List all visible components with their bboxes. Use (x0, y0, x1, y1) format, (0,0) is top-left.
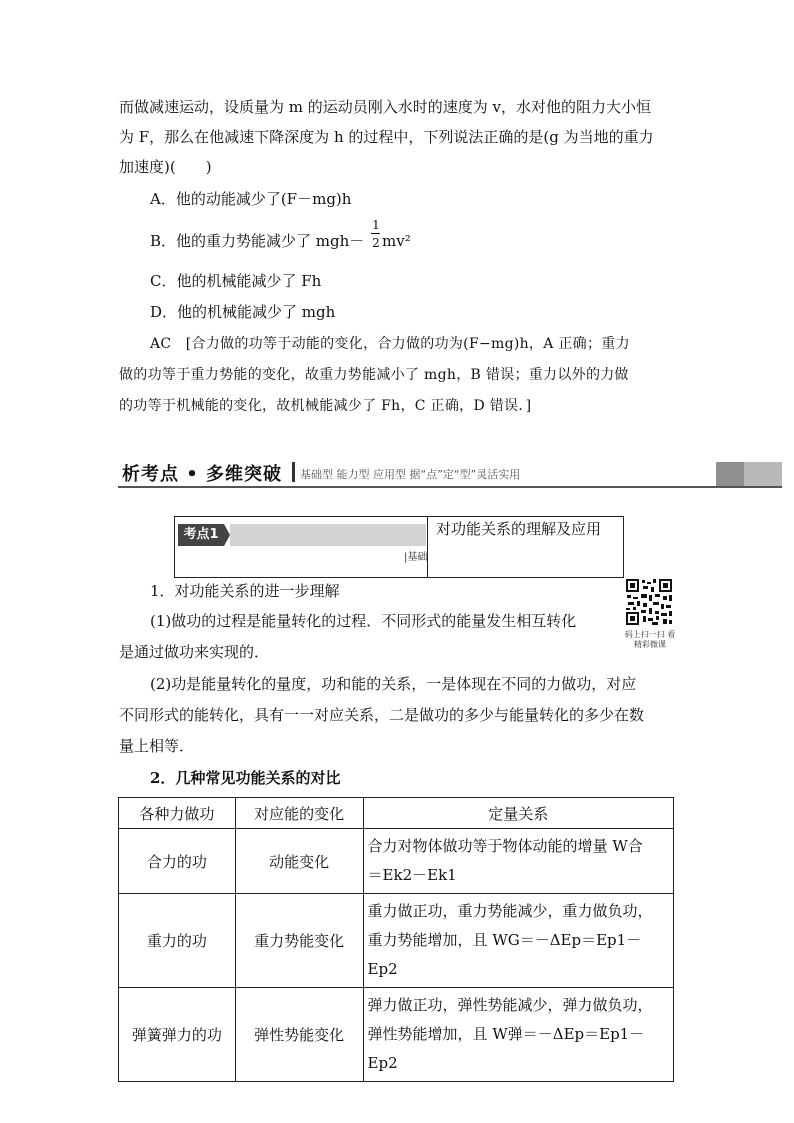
question-line-2: 为 F，那么在他减速下降深度为 h 的过程中，下列说法正确的是(g 为当地的重力 (119, 128, 654, 146)
table-cell-energy: 动能变化 (235, 829, 363, 894)
table-row (119, 988, 674, 1082)
table-row (119, 894, 674, 988)
option-d: D．他的机械能减少了 mgh (150, 303, 336, 321)
relation-line-1: 弹力做正功，弹性势能减少，弹力做负功， (367, 996, 653, 1014)
kaodian-label-arrow (224, 524, 230, 546)
qr-caption: 码上扫一扫 看精彩微课 (624, 630, 676, 649)
answer-line-2: 做的功等于重力势能的变化，故重力势能减小了 mgh，B 错误；重力以外的力做 (119, 367, 629, 383)
body-para-1-line-1: (1)做功的过程是能量转化的过程．不同形式的能量发生相互转化 (150, 612, 577, 630)
table-cell-force: 合力的功 (119, 829, 236, 894)
table-cell-relation (363, 988, 673, 1082)
option-b-fraction-bar (371, 233, 380, 234)
option-b-fraction-denominator: 2 (372, 236, 380, 250)
qr-code-icon[interactable] (625, 578, 673, 626)
section-subtitle: 基础型 能力型 应用型 据“点”定“型”灵活实用 (300, 468, 521, 481)
answer-line-1: AC [合力做的功等于动能的变化，合力做的功为(F−mg)h，A 正确；重力 (150, 336, 630, 352)
kaodian-title: 对功能关系的理解及应用 (436, 520, 602, 538)
relation-line-2: 重力势能增加，且 WG＝－ΔEp＝Ep1－Ep2 (367, 931, 642, 978)
table-header-cell: 定量关系 (363, 798, 673, 829)
section-decor-block-light (744, 462, 782, 486)
body-para-1-line-2: 是通过做功来实现的． (119, 643, 270, 661)
question-line-3: 加速度)( ) (119, 158, 212, 176)
table-header-cell: 对应能的变化 (235, 798, 363, 829)
section-divider-bar (292, 462, 295, 482)
option-b-suffix: mv² (382, 232, 411, 250)
answer-line-3: 的功等于机械能的变化，故机械能减少了 Fh，C 正确，D 错误．] (119, 398, 532, 414)
table-header-cell: 各种力做功 (119, 798, 236, 829)
table-cell-force: 弹簧弹力的功 (119, 988, 236, 1082)
table-header-row (119, 798, 674, 829)
option-b-prefix: B．他的重力势能减少了 mgh－ (150, 232, 365, 250)
option-a: A．他的动能减少了(F－mg)h (150, 190, 352, 208)
table-row (119, 829, 674, 894)
kaodian-label: 考点1 (178, 524, 224, 546)
function-energy-table (118, 797, 674, 1082)
body-heading-1: 1．对功能关系的进一步理解 (150, 582, 340, 600)
table-cell-relation (363, 894, 673, 988)
question-line-1: 而做减速运动，设质量为 m 的运动员刚入水时的速度为 v，水对他的阻力大小恒 (119, 98, 652, 116)
section-title: 析考点 • 多维突破 (122, 464, 283, 485)
relation-line-1: 重力做正功，重力势能减少，重力做负功， (367, 902, 653, 920)
kaodian-type-tag: |基础 (404, 552, 428, 563)
body-para-2-line-1: (2)功是能量转化的量度，功和能的关系，一是体现在不同的力做功，对应 (150, 675, 637, 693)
relation-line-1: 合力对物体做功等于物体动能的增量 W合 (367, 837, 643, 855)
body-para-2-line-2: 不同形式的能转化，具有一一对应关系，二是做功的多少与能量转化的多少在数 (119, 706, 645, 724)
relation-line-2: 弹性势能增加，且 W弹＝－ΔEp＝Ep1－Ep2 (367, 1025, 645, 1072)
body-heading-2: 2．几种常见功能关系的对比 (150, 769, 341, 787)
section-rule (118, 486, 782, 488)
kaodian-gray-band (230, 524, 426, 546)
kaodian-divider (427, 516, 428, 578)
relation-line-2: ＝Ek2－Ek1 (367, 866, 457, 884)
table-cell-force: 重力的功 (119, 894, 236, 988)
option-b-fraction-numerator: 1 (372, 218, 380, 232)
body-para-2-line-3: 量上相等． (119, 737, 195, 755)
table-cell-energy: 重力势能变化 (235, 894, 363, 988)
table-cell-energy: 弹性势能变化 (235, 988, 363, 1082)
option-c: C．他的机械能减少了 Fh (150, 272, 322, 290)
table-cell-relation (363, 829, 673, 894)
